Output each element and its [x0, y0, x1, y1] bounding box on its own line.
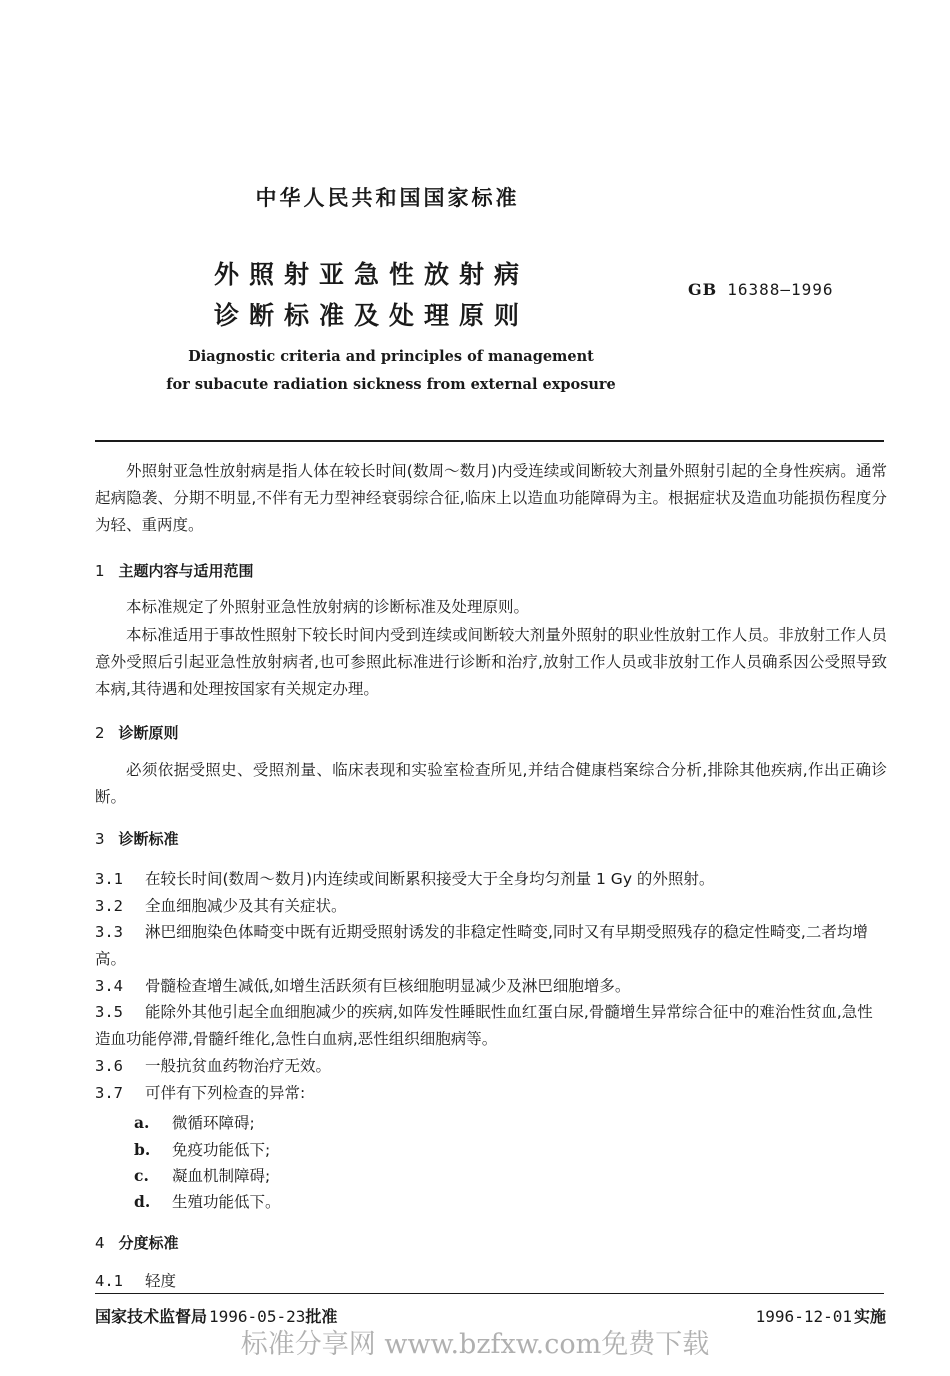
approver: 国家技术监督局: [95, 1307, 208, 1326]
clause-3-7: 3.7 可伴有下列检查的异常:: [95, 1084, 306, 1102]
clause-3-3: 3.3 淋巴细胞染色体畸变中既有近期受照射诱发的非稳定性畸变,同时又有早期受照残存的稳定性畸变,二者均增高。: [95, 923, 868, 968]
footer-divider: [95, 1293, 884, 1294]
subitem-d: d. 生殖功能低下。: [134, 1192, 281, 1211]
approve-date: 1996-05-23: [209, 1307, 306, 1326]
clause-3-6: 3.6 一般抗贫血药物治疗无效。: [95, 1057, 332, 1075]
title-line-2: 诊断标准及处理原则: [214, 301, 530, 330]
subitem-c: c. 凝血机制障碍;: [134, 1166, 271, 1185]
section-title: 诊断标准: [118, 830, 179, 848]
section-1-paragraph-2: 本标准适用于事故性照射下较长时间内受到连续或间断较大剂量外照射的职业性放射工作人员。非放射工作人员意外受照后引起亚急性放射病者,也可参照此标准进行诊断和治疗,放射工作人员或非放射工作人员确系因公受照导致本病,其待遇和处理按国家有关规定办理。: [95, 626, 887, 698]
section-3-heading: [95, 828, 179, 849]
impl-date: 1996-12-01: [755, 1307, 852, 1326]
gb-number: 16388—1996: [727, 280, 834, 299]
section-title: 分度标准: [118, 1234, 179, 1252]
clause-3-5: 3.5 能除外其他引起全血细胞减少的疾病,如阵发性睡眠性血红蛋白尿,骨髓增生异常综合征中的难治性贫血,急性造血功能停滞,骨髓纤维化,急性白血病,恶性组织细胞病等。: [95, 1003, 873, 1048]
title-line-1: 外照射亚急性放射病: [214, 260, 530, 289]
section-1-paragraph-1: 本标准规定了外照射亚急性放射病的诊断标准及处理原则。: [126, 598, 530, 616]
intro-paragraph: 外照射亚急性放射病是指人体在较长时间(数周～数月)内受连续或间断较大剂量外照射引起的全身性疾病。通常起病隐袭、分期不明显,不伴有无力型神经衰弱综合征,临床上以造血功能障碍为主。根据症状及造血功能损伤程度分为轻、重两度。: [95, 462, 887, 534]
english-title-line-2: for subacute radiation sickness from external exposure: [166, 376, 616, 393]
section-4-heading: [95, 1232, 179, 1253]
subitem-a: a. 微循环障碍;: [134, 1113, 255, 1132]
clause-3-1: 3.1 在较长时间(数周～数月)内连续或间断累积接受大于全身均匀剂量 1 Gy 的外照射。: [95, 870, 715, 888]
section-title: 诊断原则: [118, 724, 179, 742]
clause-3-2: 3.2 全血细胞减少及其有关症状。: [95, 897, 347, 915]
section-number: 1: [95, 562, 105, 580]
gb-prefix: GB: [688, 280, 718, 299]
english-title-line-1: Diagnostic criteria and principles of management: [188, 348, 594, 365]
section-title: 主题内容与适用范围: [118, 562, 254, 580]
clause-3-4: 3.4 骨髓检查增生减低,如增生活跃须有巨核细胞明显减少及淋巴细胞增多。: [95, 977, 631, 995]
section-number: 2: [95, 724, 105, 742]
section-number: 4: [95, 1234, 105, 1252]
section-1-heading: [95, 560, 254, 581]
watermark: 标准分享网 www.bzfxw.com免费下载: [240, 1329, 710, 1360]
clause-4-1: 4.1 轻度: [95, 1272, 177, 1290]
header-divider: [95, 440, 884, 442]
section-number: 3: [95, 830, 105, 848]
section-2-paragraph: 必须依据受照史、受照剂量、临床表现和实验室检查所见,并结合健康档案综合分析,排除其他疾病,作出正确诊断。: [95, 761, 887, 806]
section-2-heading: [95, 722, 179, 743]
subitem-b: b. 免疫功能低下;: [134, 1140, 271, 1159]
standard-category: 中华人民共和国国家标准: [255, 186, 520, 210]
standard-number: [688, 280, 834, 299]
impl-label: 实施: [853, 1307, 886, 1326]
approve-label: 批准: [305, 1307, 338, 1326]
